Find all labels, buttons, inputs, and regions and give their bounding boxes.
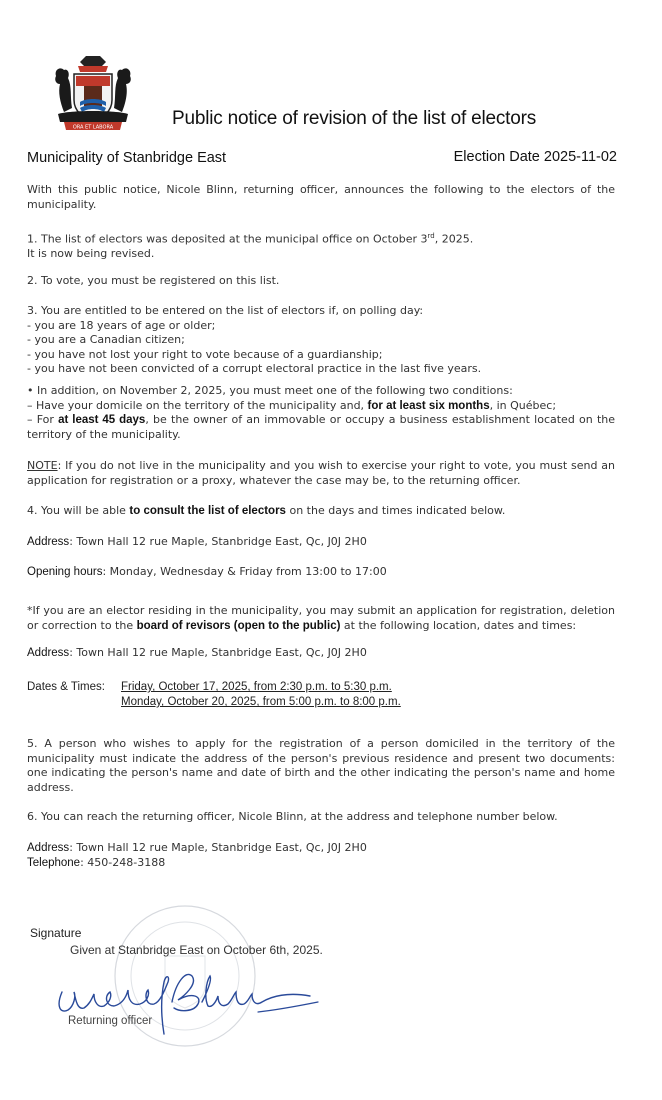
date-1: Friday, October 17, 2025, from 2:30 p.m. to 5:30 p.m.: [121, 681, 392, 693]
address-line-1: Address: Town Hall 12 rue Maple, Stanbridge East, Qc, J0J 2H0: [27, 535, 367, 548]
list-item: - you have not lost your right to vote because of a guardianship;: [27, 347, 383, 361]
note-paragraph: NOTE: If you do not live in the municipality and you wish to exercise your right to vote, you must send an application for registration or a proxy, whatever the case may be, to the returning officer.: [27, 459, 615, 487]
revisors-paragraph: *If you are an elector residing in the municipality, you may submit an application for registration, deletion or correction to the board of revisors (open to the public) at the following location, dates and times:: [27, 604, 615, 632]
given-at-line: Given at Stanbridge East on October 6th, 2025.: [70, 943, 323, 957]
signature-block: [30, 926, 430, 1056]
opening-hours-line: Opening hours: Monday, Wednesday & Friday from 13:00 to 17:00: [27, 565, 387, 578]
telephone-label: Telephone: [27, 856, 81, 869]
paragraph-1: 1. The list of electors was deposited at the municipal office on October 3rd, 2025. It is now being revised.: [27, 232, 474, 261]
address-line-3: Address: Town Hall 12 rue Maple, Stanbridge East, Qc, J0J 2H0 Telephone: 450-248-3188: [27, 841, 367, 869]
signature-label: Signature: [30, 926, 82, 940]
telephone-number: : 450-248-3188: [80, 855, 166, 869]
returning-officer-label: Returning officer: [68, 1015, 153, 1027]
paragraph-5: 5. A person who wishes to apply for the registration of a person domiciled in the territory of the municipality must indicate the address of the person's previous residence and present two documents: one indicating the person's name and date of birth and the other indicating the person's name and home address.: [27, 737, 615, 794]
list-item: - you have not been convicted of a corrupt electoral practice in the last five years.: [27, 362, 482, 376]
paragraph-6: 6. You can reach the returning officer, Nicole Blinn, at the address and telephone number below.: [27, 810, 558, 823]
note-label: NOTE: [27, 459, 58, 472]
coat-of-arms-icon: [50, 56, 136, 132]
date-2: Monday, October 20, 2025, from 5:00 p.m. to 8:00 p.m.: [121, 696, 401, 708]
address-line-2: Address: Town Hall 12 rue Maple, Stanbridge East, Qc, J0J 2H0: [27, 646, 367, 659]
handwritten-signature-icon: [52, 962, 322, 1042]
page-title: Public notice of revision of the list of electors: [172, 108, 537, 129]
crest-motto: ORA ET LABORA: [72, 124, 114, 131]
paragraph-3: 3. You are entitled to be entered on the list of electors if, on polling day: - you are 18 years of age or older; - you are a Canadian citizen; - you have not lost your right to vote because of a guardianship; - you have not been convicted of a corrupt electoral practice in the last five years.: [27, 304, 615, 377]
header-row: [27, 150, 617, 170]
municipality-name: Municipality of Stanbridge East: [27, 150, 227, 166]
intro-paragraph: With this public notice, Nicole Blinn, returning officer, announces the following to the electors of the municipality.: [27, 183, 615, 211]
list-item: - you are 18 years of age or older;: [27, 318, 216, 332]
paragraph-4: 4. You will be able to consult the list of electors on the days and times indicated below.: [27, 504, 506, 517]
election-date: Election Date 2025-11-02: [453, 149, 617, 165]
paragraph-2: 2. To vote, you must be registered on this list.: [27, 274, 280, 287]
dates-label: Dates & Times:: [27, 681, 105, 693]
list-item: - you are a Canadian citizen;: [27, 333, 185, 347]
conditions-paragraph: • In addition, on November 2, 2025, you must meet one of the following two conditions: – Have your domicile on the territory of the municipality and, for at least six months, in Québec; – For at least 45 days, be the owner of an immovable or occupy a business establishment located on the territory of the municipality.: [27, 384, 615, 441]
